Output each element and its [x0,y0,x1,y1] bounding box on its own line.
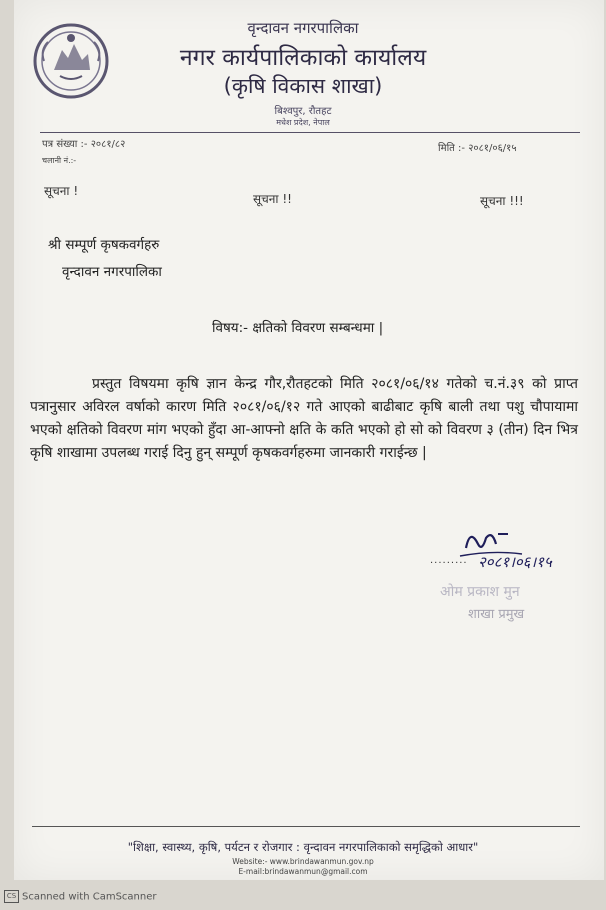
body-paragraph: प्रस्तुत विषयमा कृषि ज्ञान केन्द्र गौर,रौतहटको मिति २०८१/०६/१४ गतेको च.नं.३९ को प्राप्त पत्रानुसार अविरल वर्षाको कारण मिति २०८१/०६/१२ गते आएको बाढीबाट कृषि बाली तथा पशु चौपायामा भएको क्षतिको विवरण मांग भएको हुँदा आ-आफ्नो क्षति के कति भएको हो सो को विवरण ३ (तीन) दिन भित्र कृषि शाखामा उपलब्ध गराई दिनु हुन् सम्पूर्ण कृषकवर्गहरुमा जानकारी गराईन्छ | [30,376,578,461]
letter-number: पत्र संख्या :- २०८१/८२ [42,139,126,150]
footer-email: E-mail:brindawanmun@gmail.com [238,867,368,876]
recipient-line-1: श्री सम्पूर्ण कृषकवर्गहरु [48,237,160,253]
letter-date: मिति :- २०८१/०६/१५ [438,143,517,154]
signatory-role: शाखा प्रमुख [468,607,525,622]
municipality-name: वृन्दावन नगरपालिका [247,19,359,37]
subject-line: विषय:- क्षतिको विवरण सम्बन्धमा | [212,320,384,336]
footer-website: Website:- www.brindawanmun.gov.np [232,857,374,866]
address-line: बिश्वपुर, रौतहट [274,106,332,117]
signature-date: २०८१।०६।१५ [478,553,552,571]
branch-name: (कृषि विकास शाखा) [223,74,383,98]
province-line: मधेश प्रदेश, नेपाल [276,118,330,127]
dispatch-number: चलानी नं.:- [42,156,77,165]
camscanner-icon: CS [4,890,19,903]
footer-contact [0,857,606,877]
notice-heading-1: सूचना ! [44,184,79,198]
footer-divider [32,826,580,827]
header-divider [40,132,580,133]
recipient-line-2: वृन्दावन नगरपालिका [62,264,162,280]
notice-heading-3: सूचना !!! [480,194,524,208]
footer-slogan: "शिक्षा, स्वास्थ्य, कृषि, पर्यटन र रोजगार : वृन्दावन नगरपालिकाको समृद्धिको आधार" [127,840,479,854]
signatory-name: ओम प्रकाश मुन [440,584,520,600]
scanner-watermark [4,890,157,903]
scanner-text: Scanned with CamScanner [22,891,157,903]
notice-heading-2: सूचना !! [253,192,292,206]
signature-dots: ......... [430,555,468,566]
office-name: नगर कार्यपालिकाको कार्यालय [179,45,427,71]
